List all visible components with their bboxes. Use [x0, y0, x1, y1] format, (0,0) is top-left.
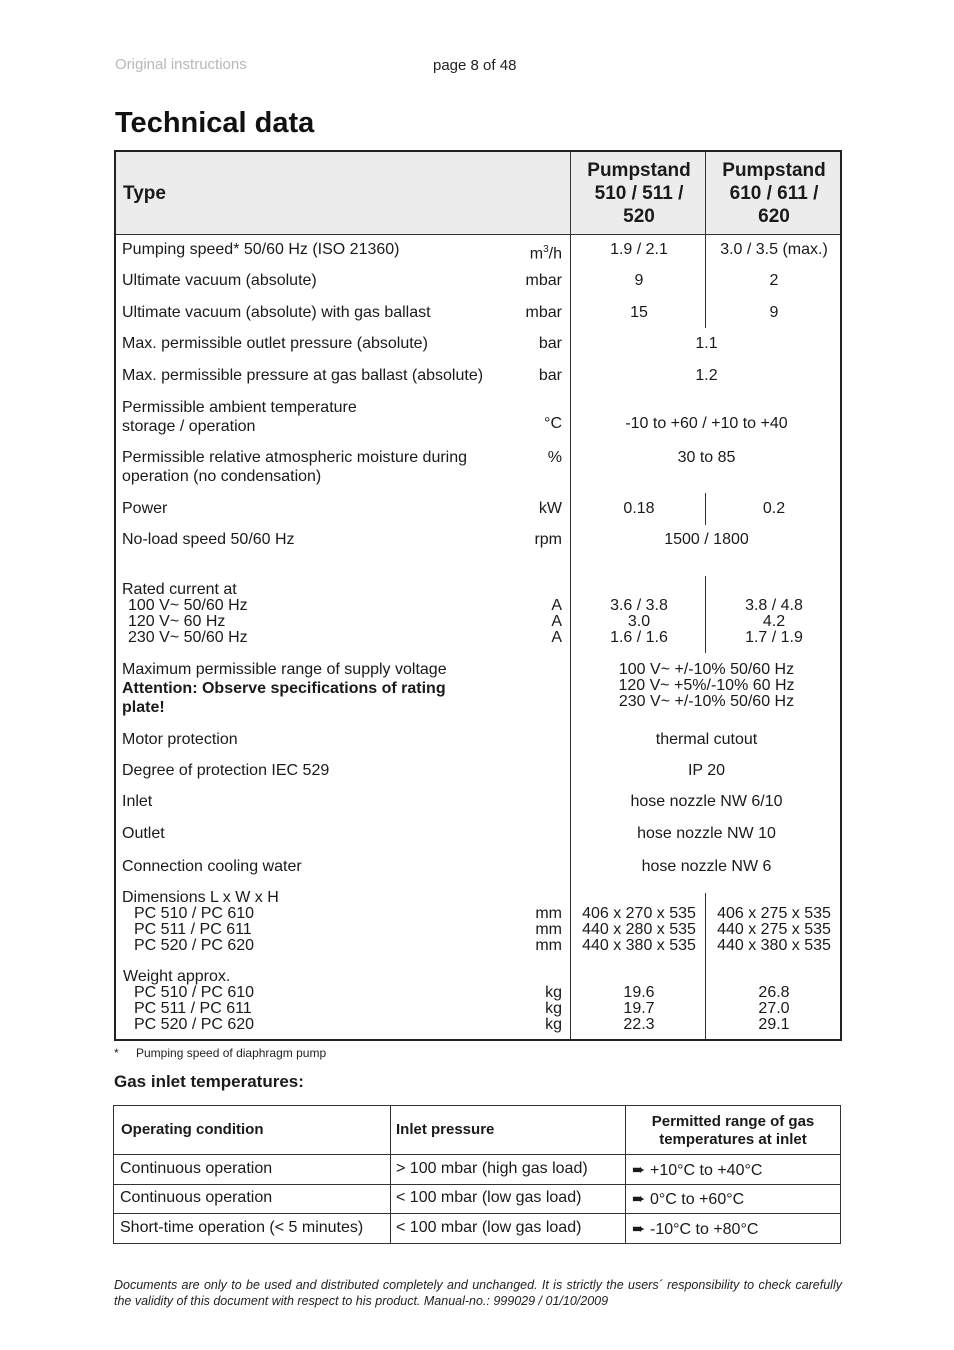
- row-divider: [114, 1184, 840, 1185]
- no-load-speed-unit: rpm: [534, 531, 562, 548]
- model-510-header: Pumpstand 510 / 511 / 520: [587, 160, 691, 227]
- motor-protection-label: Motor protection: [122, 731, 238, 748]
- range-cell: ➨ 0°C to +60°C: [632, 1191, 745, 1208]
- outlet-value: hose nozzle NW 10: [637, 825, 776, 842]
- type-header: Type: [123, 183, 166, 204]
- column-divider: [390, 1106, 391, 1243]
- rated-current-units: A A A: [551, 597, 562, 646]
- gas-ballast-pressure-unit: bar: [538, 367, 562, 384]
- outlet-label: Outlet: [122, 825, 165, 842]
- column-divider: [570, 152, 571, 1039]
- weight-510: 19.6 19.7 22.3: [623, 984, 655, 1033]
- header-divider: [116, 234, 840, 235]
- ultimate-vacuum-510: 9: [634, 272, 644, 289]
- rated-current-510: 3.6 / 3.8 3.0 1.6 / 1.6: [610, 597, 668, 646]
- page-title: Technical data: [115, 107, 315, 139]
- range-cell: ➨ -10°C to +80°C: [632, 1221, 759, 1238]
- inlet-value: hose nozzle NW 6/10: [630, 793, 783, 810]
- weight-label: Weight approx. PC 510 / PC 610 PC 511 / PC 611 PC 520 / PC 620: [123, 968, 255, 1033]
- moisture-unit: %: [547, 449, 562, 466]
- dimensions-units: mm mm mm: [535, 905, 562, 954]
- ambient-temperature-label: Permissible ambient temperature storage / operation: [122, 399, 357, 435]
- ultimate-vacuum-gb-label: Ultimate vacuum (absolute) with gas ballast: [122, 304, 431, 321]
- no-load-speed-value: 1500 / 1800: [664, 531, 749, 548]
- cooling-water-value: hose nozzle NW 6: [641, 858, 772, 875]
- operating-condition-header: Operating condition: [121, 1121, 264, 1138]
- ultimate-vacuum-gb-610: 9: [769, 304, 779, 321]
- rated-current-label: Rated current at 100 V~ 50/60 Hz 120 V~ 60 Hz 230 V~ 50/60 Hz: [122, 581, 248, 646]
- protection-degree-value: IP 20: [687, 762, 726, 779]
- weight-units: kg kg kg: [545, 984, 562, 1033]
- pumping-speed-510: 1.9 / 2.1: [610, 241, 668, 258]
- dimensions-610: 406 x 275 x 535 440 x 275 x 535 440 x 380 x 535: [717, 905, 831, 954]
- gas-inlet-heading: Gas inlet temperatures:: [114, 1072, 304, 1091]
- dimensions-510: 406 x 270 x 535 440 x 280 x 535 440 x 380 x 535: [582, 905, 696, 954]
- supply-voltage-value: 100 V~ +/-10% 50/60 Hz 120 V~ +5%/-10% 60 Hz 230 V~ +/-10% 50/60 Hz: [618, 661, 795, 710]
- ambient-temperature-value: -10 to +60 / +10 to +40: [625, 415, 788, 432]
- moisture-label: Permissible relative atmospheric moisture during operation (no condensation): [122, 449, 468, 485]
- rated-current-610: 3.8 / 4.8 4.2 1.7 / 1.9: [745, 597, 803, 646]
- dimensions-label: Dimensions L x W x H PC 510 / PC 610 PC 511 / PC 611 PC 520 / PC 620: [122, 889, 279, 954]
- ultimate-vacuum-unit: mbar: [525, 272, 562, 289]
- arrow-right-icon: ➨: [632, 1221, 646, 1238]
- power-label: Power: [122, 500, 168, 517]
- temperature-range-header: Permitted range of gas temperatures at inlet: [651, 1113, 815, 1148]
- inlet-pressure-header: Inlet pressure: [396, 1121, 495, 1138]
- ambient-temperature-unit: °C: [544, 415, 562, 432]
- condition-cell: Short-time operation (< 5 minutes): [120, 1219, 364, 1236]
- range-cell: ➨ +10°C to +40°C: [632, 1162, 763, 1179]
- power-610: 0.2: [762, 500, 786, 517]
- pumping-speed-unit: $m^3/h$: [529, 244, 562, 263]
- inlet-label: Inlet: [122, 793, 153, 810]
- row-divider: [114, 1154, 840, 1155]
- no-load-speed-label: No-load speed 50/60 Hz: [122, 531, 295, 548]
- gas-inlet-table: [113, 1105, 841, 1244]
- page-number: page 8 of 48: [433, 57, 517, 74]
- moisture-value: 30 to 85: [677, 449, 736, 466]
- cooling-water-label: Connection cooling water: [122, 858, 302, 875]
- power-510: 0.18: [623, 500, 655, 517]
- outlet-pressure-value: 1.1: [695, 335, 718, 352]
- technical-data-table: [114, 150, 842, 1041]
- supply-voltage-label: Maximum permissible range of supply voltage Attention: Observe specifications of rating plate!: [122, 661, 447, 716]
- outlet-pressure-unit: bar: [538, 335, 562, 352]
- condition-cell: Continuous operation: [120, 1189, 273, 1206]
- protection-degree-label: Degree of protection IEC 529: [122, 762, 330, 779]
- pumping-speed-610: 3.0 / 3.5 (max.): [720, 241, 828, 258]
- header-doc-label: Original instructions: [115, 56, 247, 73]
- ultimate-vacuum-gb-510: 15: [630, 304, 648, 321]
- disclaimer: Documents are only to be used and distributed completely and unchanged. It is strictly the users´ responsibility to check carefully the validity of this document with respect to his product. Manual-no.: 999029 / 01/10/2009: [114, 1278, 842, 1308]
- arrow-right-icon: ➨: [632, 1162, 646, 1179]
- outlet-pressure-label: Max. permissible outlet pressure (absolute): [122, 335, 428, 352]
- power-unit: kW: [538, 500, 562, 517]
- pressure-cell: < 100 mbar (low gas load): [396, 1189, 582, 1206]
- row-divider: [114, 1213, 840, 1214]
- arrow-right-icon: ➨: [632, 1191, 646, 1208]
- model-610-header: Pumpstand 610 / 611 / 620: [722, 160, 826, 227]
- pressure-cell: > 100 mbar (high gas load): [396, 1160, 588, 1177]
- condition-cell: Continuous operation: [120, 1160, 273, 1177]
- pressure-cell: < 100 mbar (low gas load): [396, 1219, 582, 1236]
- ultimate-vacuum-gb-unit: mbar: [525, 304, 562, 321]
- ultimate-vacuum-label: Ultimate vacuum (absolute): [122, 272, 317, 289]
- ultimate-vacuum-610: 2: [769, 272, 779, 289]
- gas-ballast-pressure-value: 1.2: [695, 367, 718, 384]
- pumping-speed-label: Pumping speed* 50/60 Hz (ISO 21360): [122, 241, 400, 258]
- motor-protection-value: thermal cutout: [655, 731, 758, 748]
- gas-ballast-pressure-label: Max. permissible pressure at gas ballast (absolute): [122, 367, 484, 384]
- weight-610: 26.8 27.0 29.1: [758, 984, 790, 1033]
